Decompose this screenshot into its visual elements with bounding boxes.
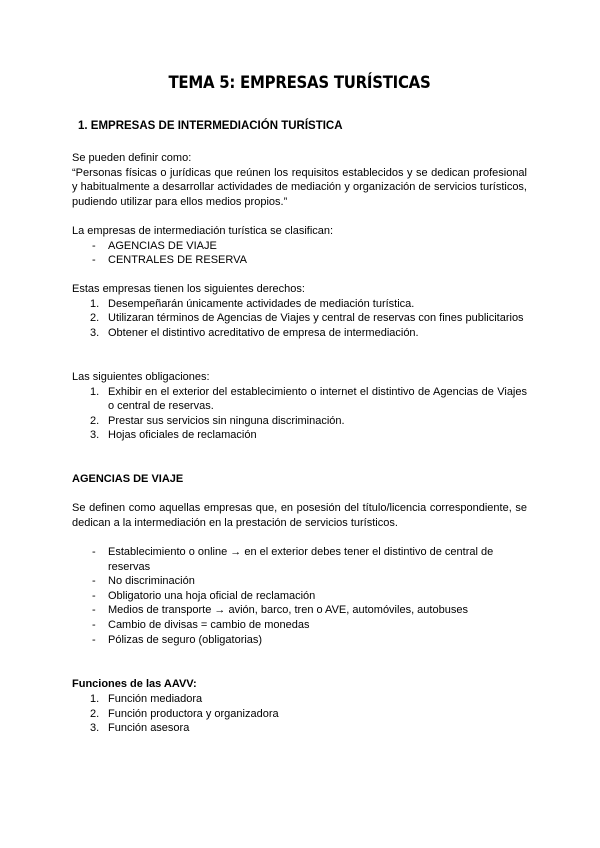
obligations-list — [72, 385, 527, 443]
agencias-list — [72, 545, 527, 647]
list-item: - Pólizas de seguro (obligatorias) — [92, 633, 263, 646]
list-item: - AGENCIAS DE VIAJE — [92, 239, 217, 252]
section-heading-funciones: Funciones de las AAVV: — [72, 678, 197, 690]
list-item: 1. Desempeñarán únicamente actividades de mediación turística. — [90, 297, 415, 310]
rights-block — [72, 282, 527, 340]
list-item: 1. Función mediadora — [90, 693, 203, 705]
list-item: - No discriminación — [92, 575, 195, 588]
list-item: - Establecimiento o online → en el exterior debes tener el distintivo de central de reservas — [92, 546, 494, 573]
rights-intro: Estas empresas tienen los siguientes derechos: — [72, 283, 305, 295]
list-item: - Obligatorio una hoja oficial de reclamación — [92, 589, 316, 602]
classification-list — [72, 239, 527, 268]
obligations-block — [72, 370, 527, 443]
list-item: - Cambio de divisas = cambio de monedas — [92, 618, 310, 631]
definition-intro: Se pueden definir como: — [72, 152, 192, 164]
list-item: 3. Hojas oficiales de reclamación — [90, 429, 257, 442]
list-item: 2. Prestar sus servicios sin ninguna discriminación. — [90, 414, 345, 427]
agencias-definition: Se definen como aquellas empresas que, en posesión del título/licencia correspondiente, se dedican a la intermediación en la prestación de servicios turísticos. — [72, 502, 527, 529]
obligations-intro: Las siguientes obligaciones: — [72, 371, 210, 383]
list-item: 3. Función asesora — [90, 722, 190, 735]
funciones-block — [72, 692, 527, 736]
agencias-block — [72, 545, 527, 647]
list-item: - Medios de transporte → avión, barco, tren o AVE, automóviles, autobuses — [92, 604, 468, 617]
classification-block — [72, 224, 527, 268]
list-item: - CENTRALES DE RESERVA — [92, 254, 247, 267]
section-heading-intermediacion: 1. EMPRESAS DE INTERMEDIACIÓN TURÍSTICA — [78, 120, 343, 132]
definition-block — [72, 151, 527, 209]
definition-quote: “Personas físicas o jurídicas que reúnen los requisitos establecidos y se dedican profesional y habitualmente a desarrollar actividades de mediación y organización de servicios turísticos, pudiendo utilizar para ellos medios propios.” — [72, 166, 527, 208]
list-item: 3. Obtener el distintivo acreditativo de empresa de intermediación. — [90, 326, 419, 339]
rights-list — [72, 297, 527, 341]
funciones-list — [72, 692, 527, 736]
page-title: TEMA 5: EMPRESAS TURÍSTICAS — [168, 73, 431, 93]
classification-intro: La empresas de intermediación turística se clasifican: — [72, 225, 334, 237]
list-item: 2. Función productora y organizadora — [90, 707, 279, 720]
list-item: 2. Utilizaran términos de Agencias de Viajes y central de reservas con fines publicitarios — [90, 312, 524, 325]
list-item: 1. Exhibir en el exterior del establecimiento o internet el distintivo de Agencias de Viajes o central de reservas. — [90, 385, 527, 413]
section-heading-agencias: AGENCIAS DE VIAJE — [72, 473, 184, 485]
